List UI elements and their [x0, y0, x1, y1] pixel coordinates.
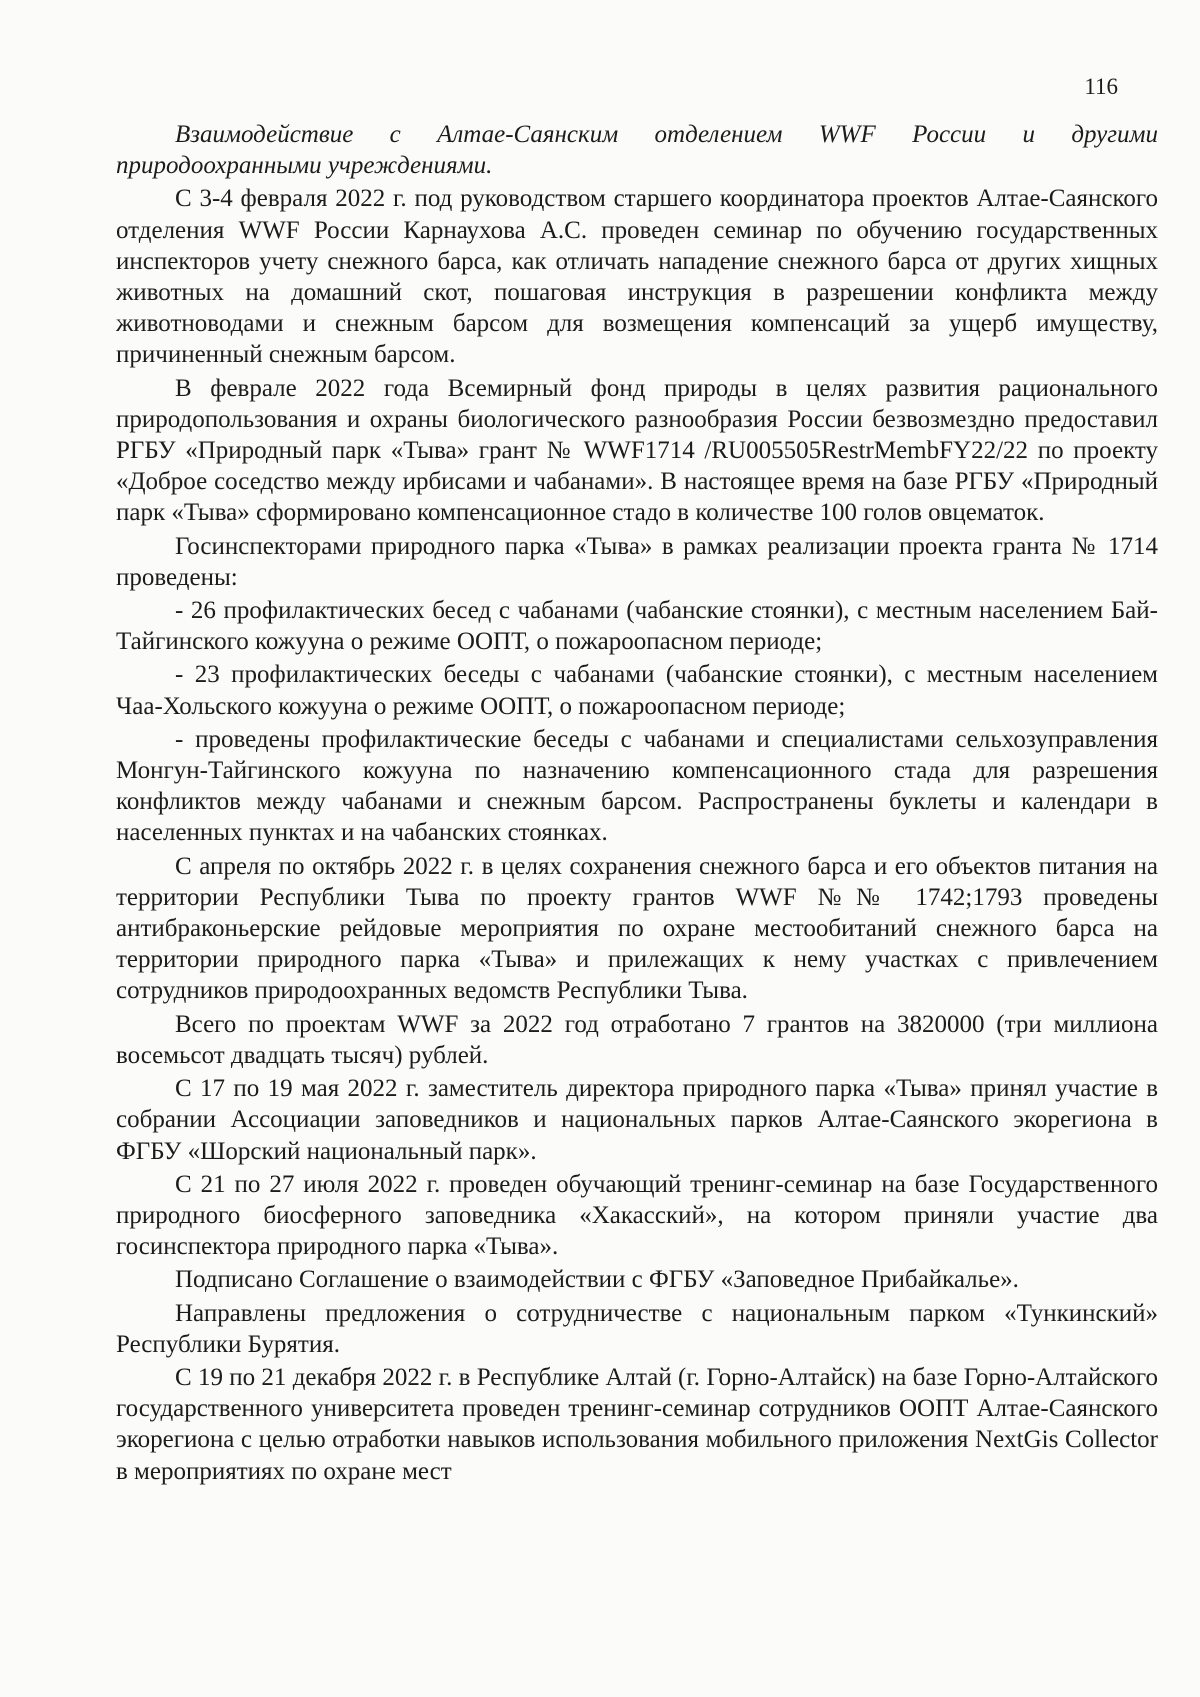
paragraph-seminar-february: С 3-4 февраля 2022 г. под руководством старшего координатора проектов Алтае-Саянского отделения WWF России Карнаухова А.С. проведен семинар по обучению государственных инспекторов учету снежного барса, как отличать нападение снежного барса от других хищных животных на домашний скот, пошаговая инструкция в разрешении конфликта между животноводами и снежным барсом для возмещения компенсаций за ущерб имуществу, причиненный снежным барсом. — [116, 185, 1158, 369]
section-heading: Взаимодействие с Алтае-Саянским отделением WWF России и другими природоохранными учреждениями. — [116, 121, 1158, 180]
paragraph-july-training: С 21 по 27 июля 2022 г. проведен обучающий тренинг-семинар на базе Государственного природного биосферного заповедника «Хакасский», на котором приняли участие два госинспектора природного парка «Тыва». — [116, 1170, 1158, 1261]
page-number: 116 — [1084, 74, 1118, 99]
list-item-bai-taiga: - 26 профилактических бесед с чабанами (чабанские стоянки), с местным населением Бай-Тайгинского кожууна о режиме ООПТ, о пожароопасном периоде; — [116, 597, 1158, 656]
paragraph-grants-total: Всего по проектам WWF за 2022 год отработано 7 грантов на 3820000 (три миллиона восемьсот двадцать тысяч) рублей. — [116, 1010, 1158, 1069]
paragraph-cooperation-proposal: Направлены предложения о сотрудничестве с национальным парком «Тункинский» Республики Бурятия. — [116, 1299, 1158, 1358]
document-body — [116, 119, 1158, 1489]
paragraph-wwf-grant: В феврале 2022 года Всемирный фонд природы в целях развития рационального природопользования и охраны биологического разнообразия России безвозмездно предоставил РГБУ «Природный парк «Тыва» грант № WWF1714 /RU005505RestrMembFY22/22 по проекту «Доброе соседство между ирбисами и чабанами». В настоящее время на базе РГБУ «Природный парк «Тыва» сформировано компенсационное стадо в количестве 100 голов овцематок. — [116, 374, 1158, 527]
paragraph-anti-poaching: С апреля по октябрь 2022 г. в целях сохранения снежного барса и его объектов питания на территории Республики Тыва по проекту грантов WWF №№ 1742;1793 проведены антибраконьерские рейдовые мероприятия по охране местообитаний снежного барса на территории природного парка «Тыва» и прилежащих к нему участках с привлечением сотрудников природоохранных ведомств Республики Тыва. — [116, 852, 1158, 1005]
paragraph-december-training: С 19 по 21 декабря 2022 г. в Республике Алтай (г. Горно-Алтайск) на базе Горно-Алтайского государственного университета проведен тренинг-семинар сотрудников ООПТ Алтае-Саянского экорегиона с целью отработки навыков использования мобильного приложения NextGis Collector в мероприятиях по охране мест — [116, 1363, 1158, 1485]
paragraph-inspectors-intro: Госинспекторами природного парка «Тыва» в рамках реализации проекта гранта № 1714 проведены: — [116, 532, 1158, 591]
list-item-chaa-khol: - 23 профилактических беседы с чабанами (чабанские стоянки), с местным населением Чаа-Хольского кожууна о режиме ООПТ, о пожароопасном периоде; — [116, 661, 1158, 720]
paragraph-agreement: Подписано Соглашение о взаимодействии с ФГБУ «Заповедное Прибайкалье». — [175, 1266, 1019, 1294]
list-item-mongun-taiga: - проведены профилактические беседы с чабанами и специалистами сельхозуправления Монгун-Тайгинского кожууна по назначению компенсационного стада для разрешения конфликтов между чабанами и снежным барсом. Распространены буклеты и календари в населенных пунктах и на чабанских стоянках. — [116, 725, 1158, 847]
paragraph-may-meeting: С 17 по 19 мая 2022 г. заместитель директора природного парка «Тыва» принял участие в собрании Ассоциации заповедников и национальных парков Алтае-Саянского экорегиона в ФГБУ «Шорский национальный парк». — [116, 1075, 1158, 1165]
